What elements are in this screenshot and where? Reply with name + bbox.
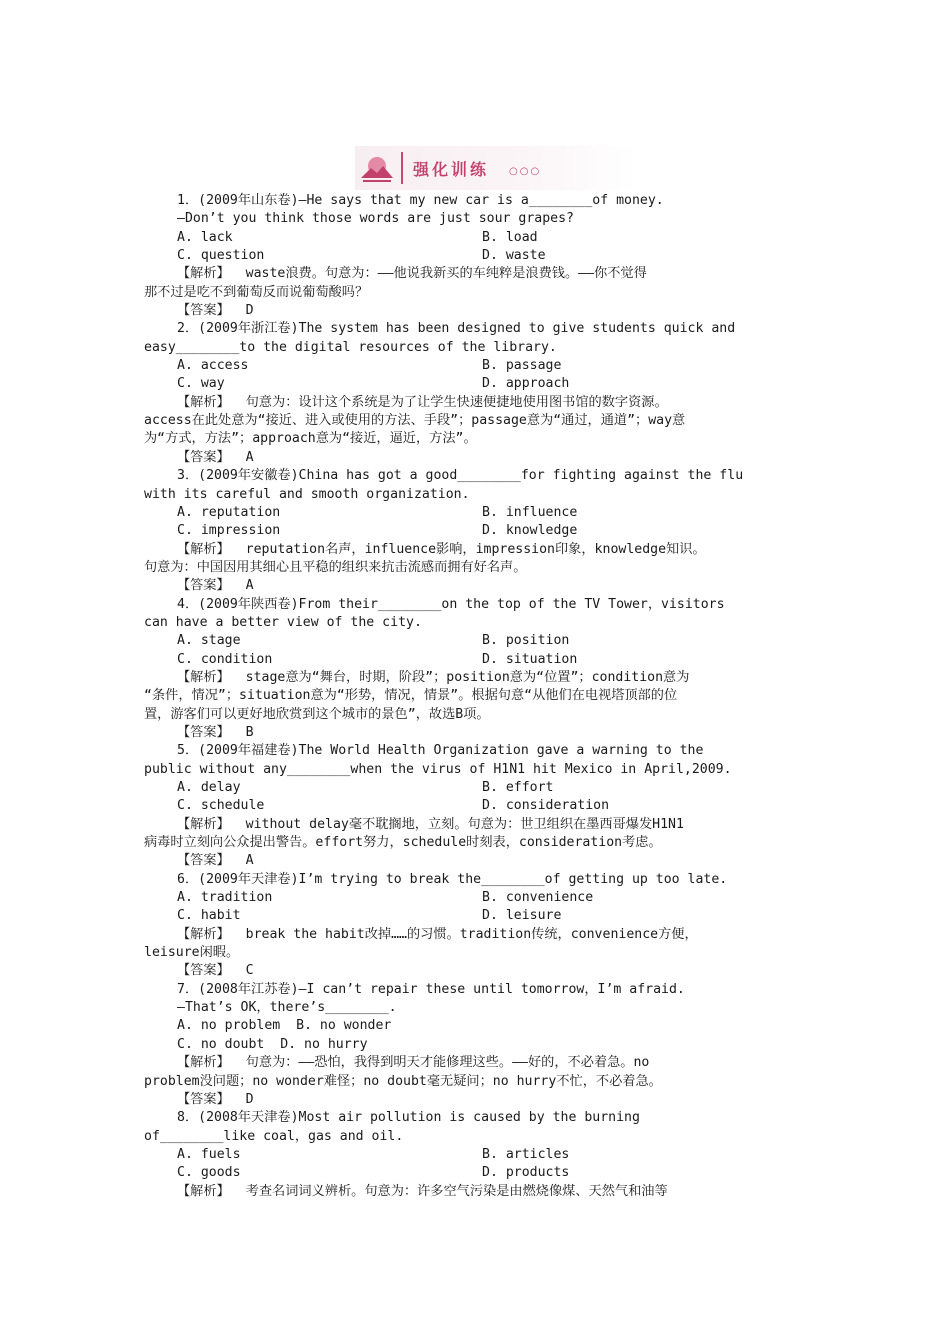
answer-options-row (144, 375, 809, 393)
option-right: B. passage (482, 358, 562, 374)
text-line: “条件，情况”；situation意为“形势，情况，情景”。根据句意“从他们在电视塔顶部的位 (144, 688, 678, 704)
option-right: B. convenience (482, 890, 594, 906)
text-line: 【解析】 考查名词词义辨析。句意为：许多空气污染是由燃烧像煤、天然气和油等 (177, 1183, 668, 1199)
question-line: —That’s OK，there’s________. (177, 1000, 397, 1016)
option-left: A. tradition (177, 890, 273, 906)
text-line: 为“方式，方法”；approach意为“接近，逼近，方法”。 (144, 431, 477, 447)
option-right: B. load (482, 229, 538, 245)
option-right: D. consideration (482, 798, 610, 814)
text-line: 【解析】 break the habit改掉……的习惯。tradition传统，convenience方便， (177, 926, 698, 942)
text-line: 置，游客们可以更好地欣赏到这个城市的景色”，故选B项。 (144, 706, 490, 722)
option-left: C. way (177, 376, 225, 392)
text-line: of________like coal，gas and oil. (144, 1128, 404, 1144)
text-line: can have a better view of the city. (144, 614, 422, 630)
answer-options-row (144, 1146, 809, 1164)
option-right: D. situation (482, 651, 578, 667)
option-right: D. leisure (482, 908, 562, 924)
option-left: C. condition (177, 651, 273, 667)
answer-options-row (144, 1164, 809, 1182)
option-left: A. fuels (177, 1146, 241, 1162)
option-left: A. access (177, 358, 249, 374)
text-line: A. no problem B. no wonder (177, 1018, 392, 1034)
option-left: A. delay (177, 780, 241, 795)
option-right: D. products (482, 1165, 570, 1181)
answer-options-row (144, 522, 809, 540)
mountain-sun-logo-icon (359, 152, 395, 184)
text-line: 【答案】 A (177, 578, 254, 594)
question-line: 2．(2009年浙江卷)The system has been designed to give students quick and (177, 321, 736, 337)
text-line: leisure闲暇。 (144, 945, 240, 961)
answer-options-row (144, 779, 809, 797)
text-line: 句意为：中国因用其细心且平稳的组织来抗击流感而拥有好名声。 (144, 559, 527, 575)
option-left: A. stage (177, 633, 241, 649)
option-left: C. question (177, 248, 265, 264)
text-line: access在此处意为“接近、进入或使用的方法、手段”；passage意为“通过，通道”；way意 (144, 413, 686, 429)
option-left: C. schedule (177, 798, 265, 814)
option-right: D. waste (482, 248, 546, 264)
text-line: 【解析】 waste浪费。句意为：——他说我新买的车纯粹是浪费钱。——你不觉得 (177, 266, 647, 282)
text-line: easy________to the digital resources of the library. (144, 339, 557, 355)
text-line: problem没问题；no wonder难怪；no doubt毫无疑问；no hurry不忙，不必着急。 (144, 1073, 662, 1089)
question-line: 7．(2008年江苏卷)—I can’t repair these until tomorrow，I’m afraid. (177, 981, 685, 997)
exercise-content (144, 192, 809, 1201)
question-line: 5．(2009年福建卷)The World Health Organization gave a warning to the (177, 743, 704, 759)
option-right: B. influence (482, 504, 578, 520)
decorative-circles-icon: ○○○ (509, 166, 542, 177)
answer-options-row (144, 889, 809, 907)
text-line: 【答案】 D (177, 1091, 254, 1107)
answer-options-row (144, 229, 809, 247)
answer-options-row (144, 632, 809, 650)
answer-options-row (144, 504, 809, 522)
text-line: 【答案】 A (177, 853, 254, 869)
section-banner (355, 146, 637, 190)
text-line: 病毒时立刻向公众提出警告。effort努力，schedule时刻表，consideration考虑。 (144, 835, 662, 851)
answer-options-row (144, 357, 809, 375)
text-line: 【答案】 D (177, 303, 254, 319)
section-title: 强化训练 (413, 160, 490, 179)
text-line: 【答案】 B (177, 724, 254, 740)
question-line: 1．(2009年山东卷)—He says that my new car is a________of money. (177, 193, 664, 208)
option-right: B. effort (482, 780, 554, 795)
option-left: A. reputation (177, 504, 281, 520)
question-line: 4．(2009年陕西卷)From their________on the top of the TV Tower，visitors (177, 596, 725, 612)
text-line: 【解析】 reputation名声，influence影响，impression印象，knowledge知识。 (177, 541, 706, 557)
option-left: C. impression (177, 523, 281, 539)
text-line: 【解析】 句意为：——恐怕，我得到明天才能修理这些。——好的，不必着急。no (177, 1055, 650, 1071)
option-right: B. position (482, 633, 570, 649)
text-line: 那不过是吃不到葡萄反而说葡萄酸吗？ (144, 284, 369, 300)
question-line: 8．(2008年天津卷)Most air pollution is caused by the burning (177, 1110, 640, 1126)
option-right: D. knowledge (482, 523, 578, 539)
question-line: —Don’t you think those words are just sour grapes? (177, 211, 574, 227)
option-left: C. goods (177, 1165, 241, 1181)
option-left: C. habit (177, 908, 241, 924)
answer-options-row (144, 797, 809, 815)
banner-divider (401, 152, 403, 184)
text-line: C. no doubt D. no hurry (177, 1036, 368, 1052)
answer-options-row (144, 651, 809, 669)
text-line: with its careful and smooth organization. (144, 486, 470, 502)
option-left: A. lack (177, 229, 233, 245)
text-line: 【解析】 句意为：设计这个系统是为了让学生快速便捷地使用图书馆的数字资源。 (177, 394, 668, 410)
option-right: B. articles (482, 1146, 570, 1162)
text-line: 【答案】 C (177, 963, 254, 979)
answer-options-row (144, 907, 809, 925)
text-line: 【答案】 A (177, 449, 254, 465)
option-right: D. approach (482, 376, 570, 392)
answer-options-row (144, 247, 809, 265)
text-line: 【解析】 without delay毫不耽搁地，立刻。句意为：世卫组织在墨西哥爆发H1N1 (177, 816, 684, 832)
text-line: 【解析】 stage意为“舞台，时期，阶段”；position意为“位置”；condition意为 (177, 669, 690, 685)
question-line: 3．(2009年安徽卷)China has got a good________for fighting against the flu (177, 468, 744, 484)
question-line: 6．(2009年天津卷)I’m trying to break the________of getting up too late. (177, 871, 728, 887)
text-line: public without any________when the virus of H1N1 hit Mexico in April,2009. (144, 761, 732, 777)
